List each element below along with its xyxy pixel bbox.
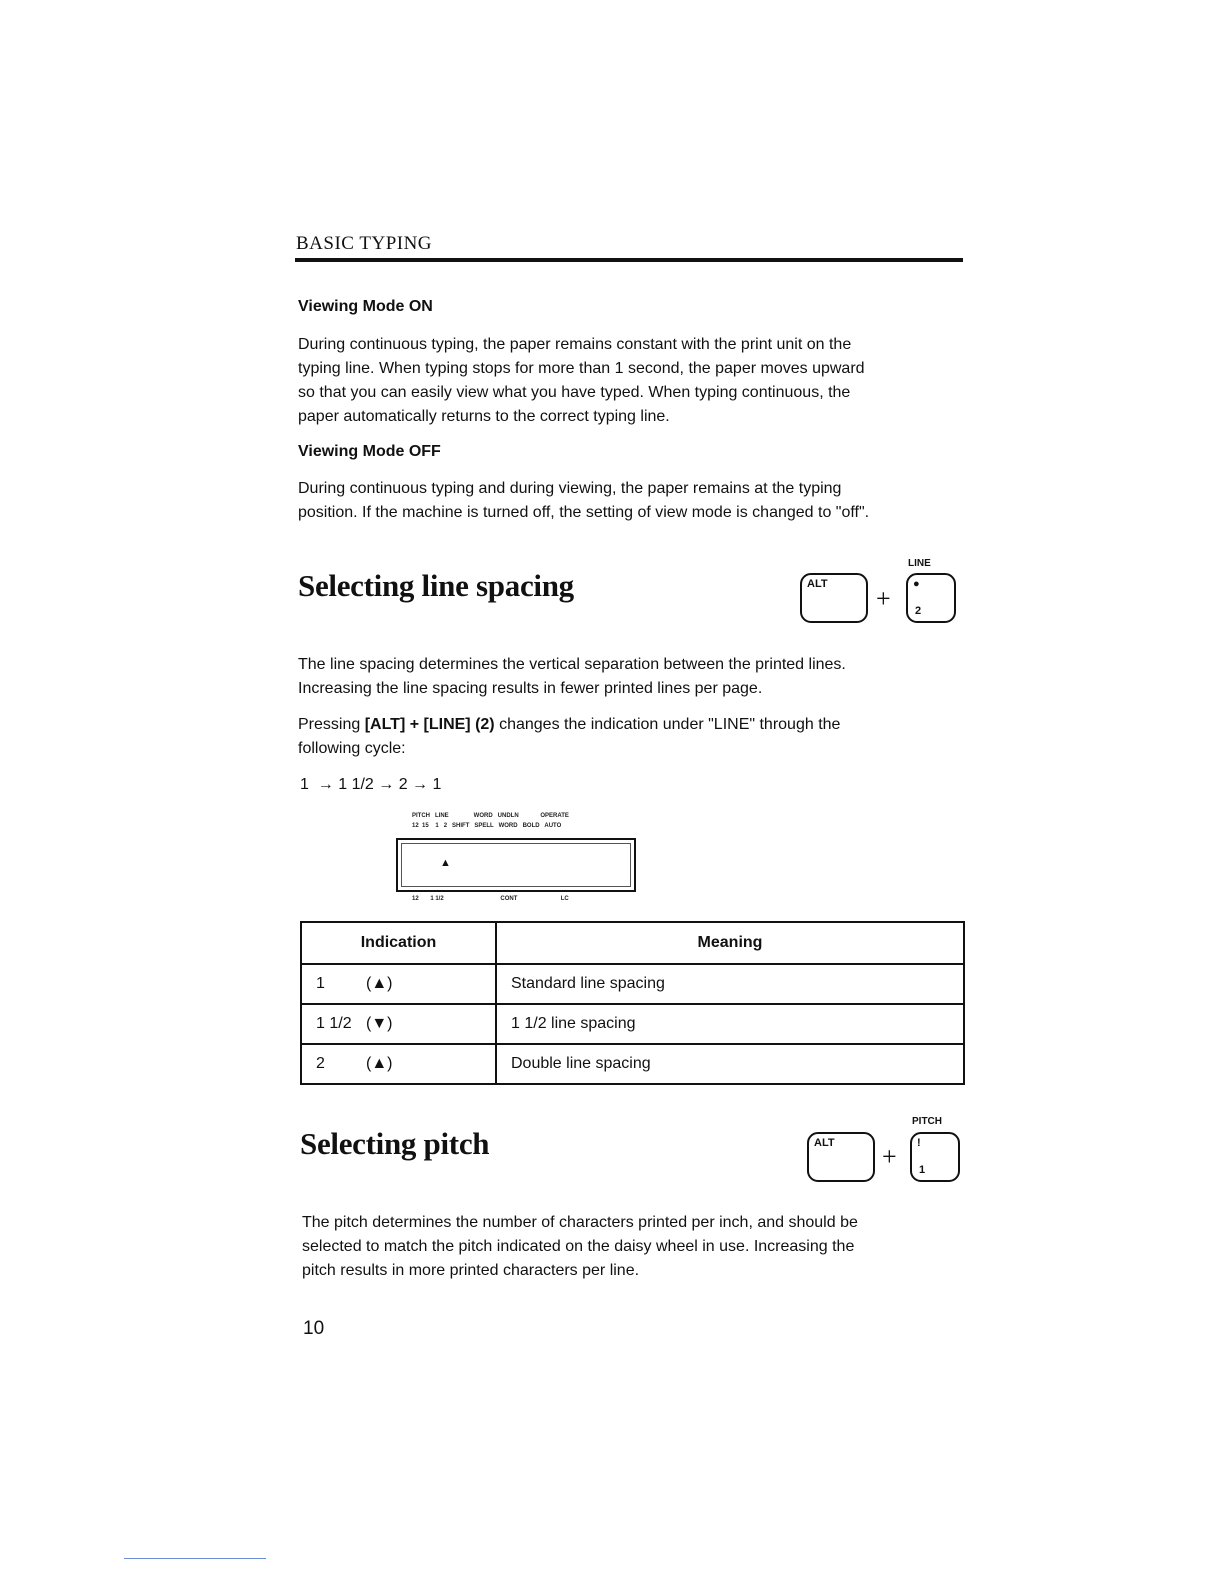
indication-cell [301, 964, 496, 1004]
pitch-key-icon [910, 1132, 960, 1182]
alt-key-ref: [ALT] [364, 716, 406, 733]
text-line: selected to match the pitch indicated on the daisy wheel in use. Increasing the [302, 1238, 855, 1255]
lcd-top-labels-row2: 12 15 1 2 SHIFT SPELL WORD BOLD AUTO [412, 823, 562, 829]
line-key-bottom-label: 2 [915, 605, 922, 617]
indication-cell [301, 1004, 496, 1044]
viewing-mode-off-text [298, 477, 978, 525]
lcd-inner-frame [401, 843, 631, 887]
line-spacing-intro [298, 653, 978, 701]
plus-sign: + [876, 584, 891, 613]
text-run: Pressing [298, 716, 365, 733]
table-row [301, 1044, 964, 1084]
alt-key-icon [800, 573, 868, 623]
lcd-bottom-labels: 12 1 1/2 CONT LC [412, 896, 569, 902]
meaning-cell: Double line spacing [496, 1044, 964, 1084]
text-line: position. If the machine is turned off, the setting of view mode is changed to "off". [298, 504, 870, 521]
text-line: During continuous typing, the paper remains constant with the print unit on the [298, 336, 852, 353]
lcd-display [396, 838, 636, 892]
line-key-top-label: ● [913, 578, 920, 590]
plus-ref: + [405, 716, 424, 733]
table-header-row [301, 922, 964, 964]
indication-symbol: (▲) [366, 1055, 393, 1072]
alt-key-label: ALT [814, 1137, 835, 1149]
lcd-top-labels-row1: PITCH LINE WORD UNDLN OPERATE [412, 813, 569, 819]
alt-key-icon [807, 1132, 875, 1182]
line-key-icon [906, 573, 956, 623]
meaning-cell: 1 1/2 line spacing [496, 1004, 964, 1044]
line-spacing-instruction [298, 713, 978, 761]
table-row [301, 964, 964, 1004]
indication-symbol: (▼) [366, 1015, 393, 1032]
pitch-text [302, 1211, 982, 1283]
meaning-cell: Standard line spacing [496, 964, 964, 1004]
line-key-caption: LINE [908, 558, 931, 569]
pitch-key-bottom-label: 1 [919, 1164, 926, 1176]
indication-value: 1 [316, 975, 325, 992]
text-line: During continuous typing and during viewing, the paper remains at the typing [298, 480, 842, 497]
indication-value: 2 [316, 1055, 325, 1072]
line-key-ref: [LINE] [423, 716, 471, 733]
indication-header: Indication [301, 922, 496, 964]
text-run: changes the indication under "LINE" through the [494, 716, 841, 733]
meaning-header: Meaning [496, 922, 964, 964]
text-line [298, 713, 978, 737]
viewing-mode-on-text [298, 333, 978, 429]
text-line: The pitch determines the number of characters printed per inch, and should be [302, 1214, 858, 1231]
viewing-mode-on-heading: Viewing Mode ON [298, 298, 433, 315]
text-line: following cycle: [298, 740, 406, 757]
key-number-ref: (2) [470, 716, 495, 733]
footer-line [124, 1558, 266, 1559]
text-line: typing line. When typing stops for more than 1 second, the paper moves upward [298, 360, 865, 377]
indication-cell [301, 1044, 496, 1084]
viewing-mode-off-heading: Viewing Mode OFF [298, 443, 441, 460]
running-header: BASIC TYPING [296, 233, 433, 254]
spacing-cycle: 1 → 1 1/2 → 2 → 1 [300, 776, 442, 793]
text-line: so that you can easily view what you have typed. When typing continuous, the [298, 384, 851, 401]
text-line: pitch results in more printed characters per line. [302, 1262, 640, 1279]
text-line: Increasing the line spacing results in fewer printed lines per page. [298, 680, 763, 697]
pitch-title: Selecting pitch [300, 1126, 490, 1161]
text-line: The line spacing determines the vertical separation between the printed lines. [298, 656, 846, 673]
text-line: paper automatically returns to the correct typing line. [298, 408, 670, 425]
pitch-key-caption: PITCH [912, 1116, 942, 1127]
plus-sign: + [882, 1142, 897, 1171]
page-number: 10 [303, 1318, 325, 1339]
lcd-indicator-triangle-icon: ▲ [440, 857, 451, 869]
line-spacing-table [300, 921, 965, 1085]
indication-symbol: (▲) [366, 975, 393, 992]
pitch-key-top-label: ! [917, 1137, 921, 1149]
alt-key-label: ALT [807, 578, 828, 590]
header-rule [295, 258, 963, 262]
indication-value: 1 1/2 [316, 1015, 352, 1032]
line-spacing-title: Selecting line spacing [298, 568, 574, 603]
table-row [301, 1004, 964, 1044]
